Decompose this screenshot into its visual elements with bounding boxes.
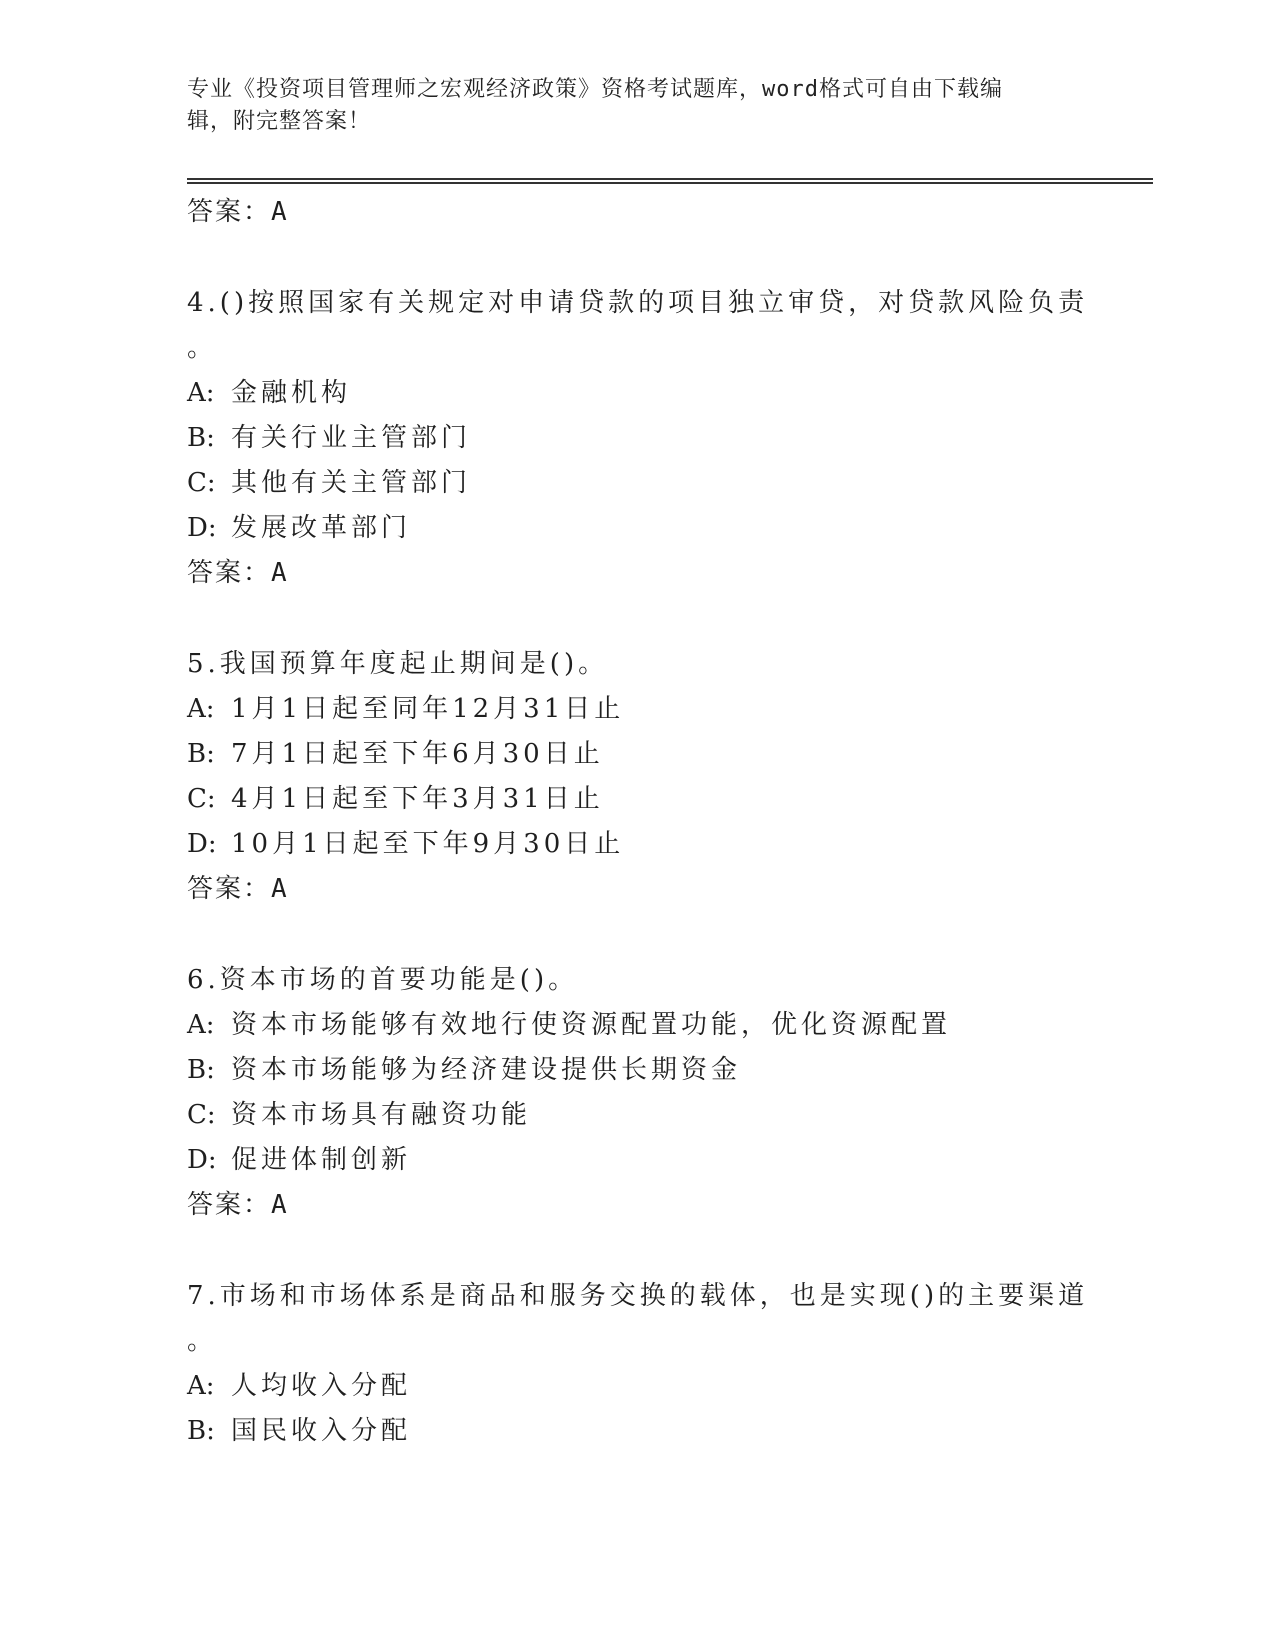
option-a — [187, 1003, 1087, 1048]
option-key: D: — [187, 1145, 217, 1175]
answer-line: 答案：A — [187, 874, 289, 904]
option-key: A: — [187, 1010, 215, 1040]
answer-line: 答案：A — [187, 1190, 289, 1220]
header-line-1: 专业《投资项目管理师之宏观经济政策》资格考试题库，word格式可自由下载编 — [187, 77, 1003, 102]
option-a — [187, 1364, 1087, 1409]
option-text: 其他有关主管部门 — [231, 468, 472, 498]
option-key: C: — [187, 468, 216, 498]
answer-line: 答案：A — [187, 197, 289, 227]
answer-line: 答案：A — [187, 558, 289, 588]
question-6 — [187, 958, 1087, 1228]
option-text: 促进体制创新 — [231, 1145, 412, 1175]
option-key: D: — [187, 513, 217, 543]
question-stem: 7.市场和市场体系是商品和服务交换的载体，也是实现()的主要渠道 — [187, 1281, 1089, 1311]
option-d — [187, 822, 1087, 867]
option-key: C: — [187, 784, 216, 814]
option-c — [187, 461, 1087, 506]
option-text: 1月1日起至同年12月31日止 — [231, 694, 625, 724]
option-key: B: — [187, 739, 215, 769]
option-a — [187, 687, 1087, 732]
header-divider-bottom — [187, 182, 1153, 184]
option-key: B: — [187, 1416, 215, 1446]
question-stem: 5.我国预算年度起止期间是()。 — [187, 649, 609, 679]
question-4 — [187, 281, 1087, 596]
option-text: 发展改革部门 — [231, 513, 412, 543]
question-list — [187, 190, 1087, 1454]
option-key: D: — [187, 829, 217, 859]
question-stem: 6.资本市场的首要功能是()。 — [187, 965, 579, 995]
option-b — [187, 1409, 1087, 1454]
question-stem-continuation: 。 — [187, 1326, 218, 1356]
header-divider-top — [187, 178, 1153, 180]
option-d — [187, 506, 1087, 551]
option-key: A: — [187, 694, 215, 724]
option-d — [187, 1138, 1087, 1183]
question-stem-continuation: 。 — [187, 333, 218, 363]
option-key: B: — [187, 423, 215, 453]
question-stem: 4.()按照国家有关规定对申请贷款的项目独立审贷，对贷款风险负责 — [187, 288, 1089, 318]
question-7 — [187, 1274, 1087, 1454]
option-text: 资本市场具有融资功能 — [231, 1100, 532, 1130]
option-text: 金融机构 — [231, 378, 352, 408]
option-a — [187, 371, 1087, 416]
option-key: A: — [187, 1371, 215, 1401]
option-text: 人均收入分配 — [231, 1371, 412, 1401]
option-b — [187, 1048, 1087, 1093]
option-text: 10月1日起至下年9月30日止 — [231, 829, 625, 859]
option-text: 资本市场能够有效地行使资源配置功能，优化资源配置 — [231, 1010, 952, 1040]
option-b — [187, 732, 1087, 777]
option-key: A: — [187, 378, 215, 408]
option-text: 资本市场能够为经济建设提供长期资金 — [231, 1055, 742, 1085]
option-text: 国民收入分配 — [231, 1416, 412, 1446]
header-line-2: 辑，附完整答案！ — [187, 109, 372, 134]
question-5 — [187, 642, 1087, 912]
option-key: B: — [187, 1055, 215, 1085]
option-text: 7月1日起至下年6月30日止 — [231, 739, 604, 769]
option-c — [187, 777, 1087, 822]
option-key: C: — [187, 1100, 216, 1130]
option-text: 4月1日起至下年3月31日止 — [231, 784, 604, 814]
option-c — [187, 1093, 1087, 1138]
document-header — [187, 74, 1067, 138]
option-text: 有关行业主管部门 — [231, 423, 472, 453]
option-b — [187, 416, 1087, 461]
